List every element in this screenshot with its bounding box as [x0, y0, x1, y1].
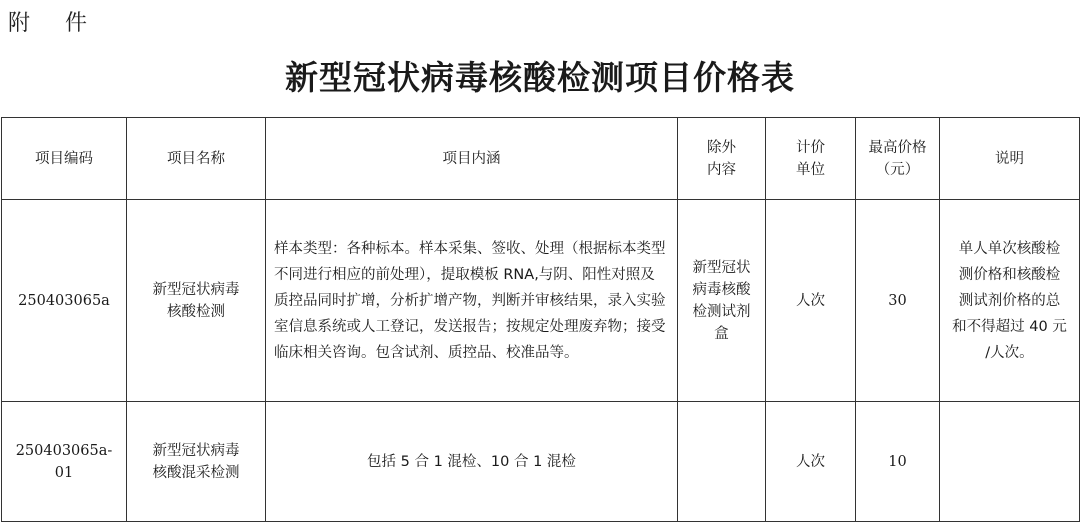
document-title: 新型冠状病毒核酸检测项目价格表 — [285, 58, 795, 97]
header-name: 项目名称 — [127, 118, 266, 200]
table-row — [2, 402, 1080, 522]
cell-max-price: 30 — [856, 200, 940, 402]
cell-unit: 人次 — [766, 200, 856, 402]
header-content: 项目内涵 — [266, 118, 678, 200]
header-excluded: 除外 内容 — [678, 118, 766, 200]
cell-code: 250403065a — [2, 200, 127, 402]
table-header-row — [2, 118, 1080, 200]
cell-unit: 人次 — [766, 402, 856, 522]
attachment-label: 附 件 — [8, 11, 101, 36]
cell-code: 250403065a-01 — [2, 402, 127, 522]
cell-note: 单人单次核酸检 测价格和核酸检 测试剂价格的总 和不得超过 40 元 /人次。 — [940, 200, 1080, 402]
header-code: 项目编码 — [2, 118, 127, 200]
cell-content: 包括 5 合 1 混检、10 合 1 混检 — [266, 402, 678, 522]
cell-excluded — [678, 402, 766, 522]
cell-name: 新型冠状病毒 核酸混采检测 — [127, 402, 266, 522]
table-row — [2, 200, 1080, 402]
cell-content: 样本类型：各种标本。样本采集、签收、处理（根据标本类型不同进行相应的前处理），提取模板 RNA,与阴、阳性对照及质控品同时扩增，分析扩增产物，判断并审核结果，录入实验室信息系统或人工登记，发送报告；按规定处理废弃物；接受临床相关咨询。包含试剂、质控品、校准品等。 — [266, 200, 678, 402]
cell-note — [940, 402, 1080, 522]
cell-name: 新型冠状病毒 核酸检测 — [127, 200, 266, 402]
price-table — [1, 117, 1080, 522]
header-unit: 计价 单位 — [766, 118, 856, 200]
cell-excluded: 新型冠状 病毒核酸 检测试剂 盒 — [678, 200, 766, 402]
header-max-price: 最高价格 （元） — [856, 118, 940, 200]
header-note: 说明 — [940, 118, 1080, 200]
cell-max-price: 10 — [856, 402, 940, 522]
